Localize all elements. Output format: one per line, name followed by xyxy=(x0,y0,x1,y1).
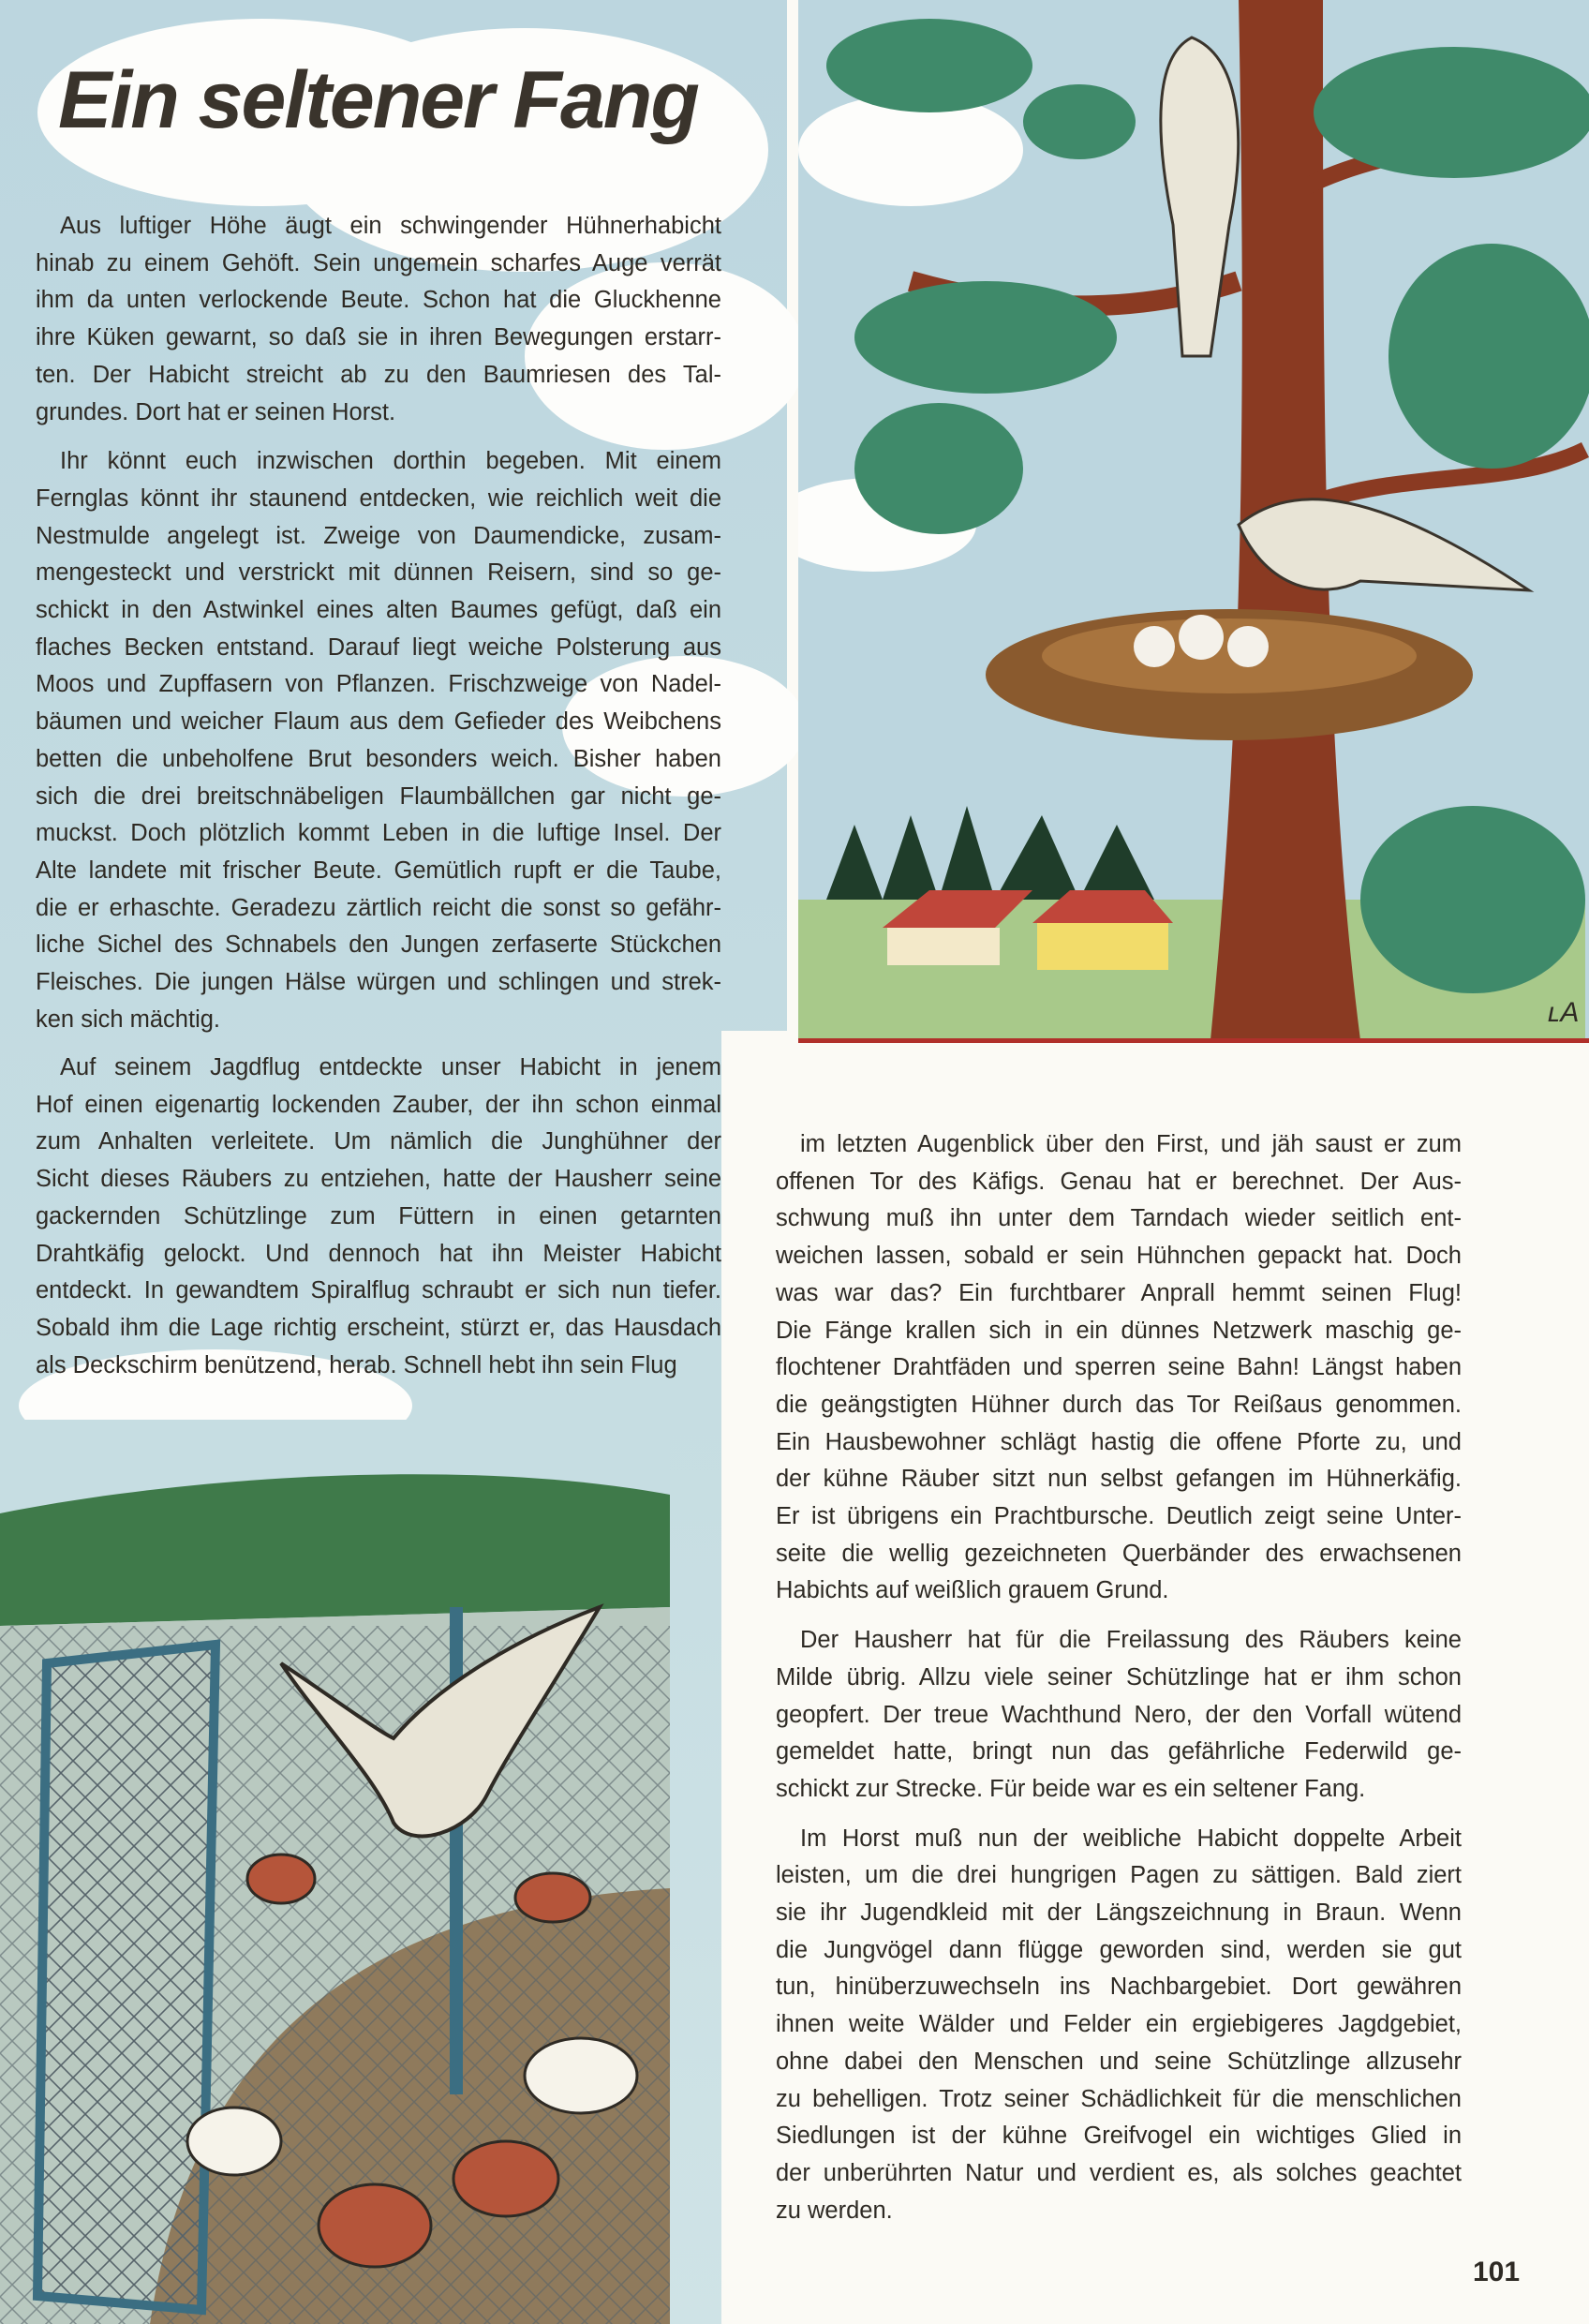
text-line: Moos und Zupffasern von Pflanzen. Frischzweige von Nadel- xyxy=(36,671,721,698)
farmhouse xyxy=(1037,923,1168,970)
text-line: mengesteckt und verstrickt mit dünnen Reisern, sind so ge- xyxy=(36,559,721,587)
text-line: sie ihr Jugendkleid mit der Längszeichnung in Braun. Wenn xyxy=(776,1899,1462,1927)
paragraph xyxy=(776,1821,1462,2230)
text-line: zu behelligen. Trotz seiner Schädlichkeit für die menschlichen xyxy=(776,2085,1462,2112)
text-line: Sicht dieses Räubers zu entziehen, hatte der Hausherr seine xyxy=(36,1166,721,1193)
text-line: Er ist übrigens ein Prachtbursche. Deutlich zeigt seine Unter- xyxy=(776,1503,1462,1530)
divider-rule xyxy=(798,1038,1589,1043)
text-line: Der Hausherr hat für die Freilassung des Räubers keine xyxy=(800,1627,1462,1654)
text-line: schickt zur Strecke. Für beide war es ein seltener Fang. xyxy=(776,1775,1366,1802)
text-line: weichen lassen, sobald er sein Hühnchen gepackt hat. Doch xyxy=(776,1243,1462,1270)
text-line: zu werden. xyxy=(776,2197,893,2224)
text-line: der kühne Räuber sitzt nun selbst gefangen im Hühnerkäfig. xyxy=(776,1466,1462,1493)
text-line: Habichts auf weißlich grauem Grund. xyxy=(776,1577,1169,1604)
paragraph xyxy=(36,208,721,431)
text-line: die Jungvögel dann flügge geworden sind, werden sie gut xyxy=(776,1936,1462,1963)
text-line: hinab zu einem Gehöft. Sein ungemein scharfes Auge verrät xyxy=(36,249,721,276)
paragraph xyxy=(776,1622,1462,1809)
text-line: leisten, um die drei hungrigen Pagen zu sättigen. Bald ziert xyxy=(776,1862,1462,1889)
text-line: entdeckt. In gewandtem Spiralflug schraubt er sich nun tiefer. xyxy=(36,1277,721,1304)
text-line: die er erhaschte. Geradezu zärtlich reicht die sonst so gefähr- xyxy=(36,894,721,921)
nest-bowl xyxy=(1042,618,1417,693)
camouflage-roof xyxy=(0,1474,670,1626)
text-line: im letzten Augenblick über den First, und jäh saust er zum xyxy=(800,1131,1462,1157)
text-line: Die Fänge krallen sich in ein dünnes Netzwerk maschig ge- xyxy=(776,1317,1462,1344)
text-line: zum Anhalten verleitete. Um nämlich die Junghühner der xyxy=(36,1128,721,1155)
column-right xyxy=(776,1126,1462,2242)
page-number: 101 xyxy=(1473,2257,1521,2287)
text-line: Auf seinem Jagdflug entdeckte unser Habicht in jenem xyxy=(60,1054,721,1080)
artist-signature: ʟA xyxy=(1548,997,1580,1028)
text-line: ohne dabei den Menschen und seine Schützlinge allzusehr xyxy=(776,2048,1462,2075)
text-line: bäumen und weicher Flaum aus dem Gefieder des Weibchens xyxy=(36,708,721,736)
column-left-bottom xyxy=(36,1050,721,1396)
text-line: Milde übrig. Allzu viele seiner Schützlinge hat er ihm schon xyxy=(776,1663,1462,1691)
text-line: grundes. Dort hat er seinen Horst. xyxy=(36,398,396,425)
text-line: flaches Becken entstand. Darauf liegt weiche Polsterung aus xyxy=(36,633,721,661)
text-line: Im Horst muß nun der weibliche Habicht doppelte Arbeit xyxy=(800,1825,1462,1852)
text-line: flochtener Drahtfäden und sperren seine Bahn! Längst haben xyxy=(776,1354,1462,1381)
farmhouse xyxy=(887,928,1000,965)
illustration-hawk-nest-tree xyxy=(798,0,1589,1045)
text-line: Sobald ihm die Lage richtig erscheint, stürzt er, das Hausdach xyxy=(36,1314,721,1341)
text-line: Drahtkäfig gelockt. Und dennoch hat ihn Meister Habicht xyxy=(36,1240,721,1267)
paragraph xyxy=(776,1126,1462,1610)
text-line: offenen Tor des Käfigs. Genau hat er berechnet. Der Aus- xyxy=(776,1168,1462,1195)
text-line: Alte landete mit frischer Beute. Gemütlich rupft er die Taube, xyxy=(36,857,721,884)
text-line: geopfert. Der treue Wachthund Nero, der den Vorfall wütend xyxy=(776,1701,1462,1728)
text-line: was war das? Ein furchtbarer Anprall hemmt seinen Flug! xyxy=(776,1279,1462,1306)
text-line: Ihr könnt euch inzwischen dorthin begeben. Mit einem xyxy=(60,448,721,475)
text-line: Ein Hausbewohner schlägt hastig die offene Pforte zu, und xyxy=(776,1428,1462,1455)
text-line: Fernglas könnt ihr staunend entdecken, wie reichlich weit die xyxy=(36,484,721,512)
text-line: die geängstigten Hühner durch das Tor Reißaus genommen. xyxy=(776,1391,1462,1418)
text-line: schwung muß ihn unter dem Tarndach wieder seitlich ent- xyxy=(776,1205,1462,1232)
text-line: seite die wellig gezeichneten Querbänder des erwachsenen xyxy=(776,1540,1462,1567)
text-line: gemeldet hatte, bringt nun das gefährliche Federwild ge- xyxy=(776,1738,1462,1765)
text-line: tun, hinüberzuwechseln ins Nachbargebiet. Dort gewähren xyxy=(776,1974,1462,2001)
text-line: ihre Küken gewarnt, so daß sie in ihren Bewegungen erstarr- xyxy=(36,324,721,351)
paragraph xyxy=(36,1050,721,1384)
text-line: ihm da unten verlockende Beute. Schon hat die Gluckhenne xyxy=(36,287,721,314)
cage-door xyxy=(37,1645,215,2310)
illustration-hawk-in-cage xyxy=(0,1420,670,2324)
text-line: sich die drei breitschnäbeligen Flaumbällchen gar nicht ge- xyxy=(36,782,721,810)
text-line: Aus luftiger Höhe äugt ein schwingender Hühnerhabicht xyxy=(60,213,721,239)
text-line: der unberührten Natur und verdient es, als solches geachtet xyxy=(776,2159,1462,2186)
text-line: schickt in den Astwinkel eines alten Baumes gefügt, daß ein xyxy=(36,597,721,624)
text-line: liche Sichel des Schnabels den Jungen zerfaserte Stückchen xyxy=(36,931,721,959)
text-line: gackernden Schützlinge zum Füttern in einen getarnten xyxy=(36,1202,721,1229)
text-line: Fleisches. Die jungen Hälse würgen und schlingen und strek- xyxy=(36,969,721,996)
paragraph xyxy=(36,443,721,1038)
text-line: ten. Der Habicht streicht ab zu den Baumriesen des Tal- xyxy=(36,361,721,388)
text-line: muckst. Doch plötzlich kommt Leben in die luftige Insel. Der xyxy=(36,820,721,847)
article-title: Ein seltener Fang xyxy=(58,55,698,145)
text-line: ihnen weite Wälder und Felder ein ergiebigeres Jagdgebiet, xyxy=(776,2011,1462,2038)
text-line: Nestmulde angelegt ist. Zweige von Daumendicke, zusam- xyxy=(36,522,721,549)
text-line: als Deckschirm benützend, herab. Schnell hebt ihn sein Flug xyxy=(36,1351,677,1378)
text-line: ken sich mächtig. xyxy=(36,1006,221,1033)
column-left-top xyxy=(36,208,721,1050)
text-line: Siedlungen ist der kühne Greifvogel ein wichtiges Glied in xyxy=(776,2123,1462,2150)
text-line: betten die unbeholfene Brut besonders weich. Bisher haben xyxy=(36,745,721,772)
text-line: Hof einen eigenartig lockenden Zauber, der ihn schon einmal xyxy=(36,1091,721,1118)
